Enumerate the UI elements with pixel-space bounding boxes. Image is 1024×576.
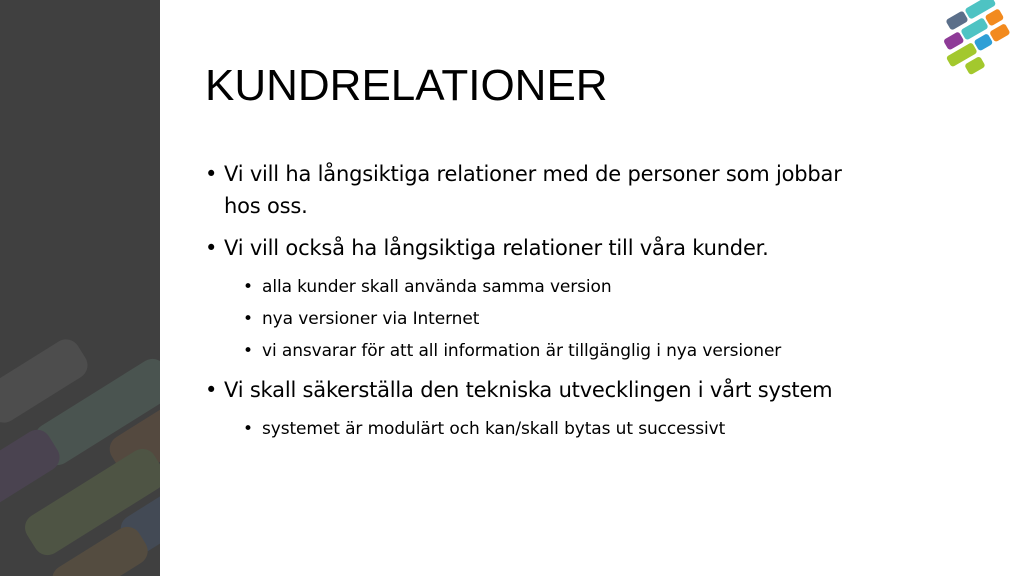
bullet-dot-icon: • xyxy=(205,378,218,402)
colored-tiles-logo-icon xyxy=(924,0,1024,100)
sub-bullet-item xyxy=(205,306,845,332)
sub-bullet-list xyxy=(205,274,845,364)
sub-bullet-group xyxy=(205,416,845,442)
bullet-text: Vi vill också ha långsiktiga relationer till våra kunder. xyxy=(224,236,769,260)
bullet-dot-icon: • xyxy=(205,236,218,260)
sub-bullet-item xyxy=(205,274,845,300)
bullet-dot-icon: • xyxy=(243,419,253,439)
bullet-item xyxy=(205,232,845,264)
bullet-item xyxy=(205,374,845,406)
sub-bullet-list xyxy=(205,416,845,442)
sub-bullet-text: systemet är modulärt och kan/skall bytas ut successivt xyxy=(262,419,726,439)
sub-bullet-text: alla kunder skall använda samma version xyxy=(262,277,612,297)
bullet-dot-icon: • xyxy=(205,162,218,186)
slide-title: KUNDRELATIONER xyxy=(205,61,608,110)
bullet-text: Vi vill ha långsiktiga relationer med de personer som jobbar hos oss. xyxy=(224,162,842,218)
bullet-text: Vi skall säkerställa den tekniska utvecklingen i vårt system xyxy=(224,378,833,402)
sub-bullet-item xyxy=(205,416,845,442)
sub-bullet-item xyxy=(205,338,845,364)
sub-bullet-text: vi ansvarar för att all information är tillgänglig i nya versioner xyxy=(262,341,782,361)
bullet-list xyxy=(205,158,845,442)
slide-content xyxy=(205,158,845,448)
sub-bullet-text: nya versioner via Internet xyxy=(262,309,480,329)
bullet-dot-icon: • xyxy=(243,309,253,329)
sub-bullet-group xyxy=(205,274,845,364)
bullet-dot-icon: • xyxy=(243,277,253,297)
bullet-dot-icon: • xyxy=(243,341,253,361)
bullet-item xyxy=(205,158,845,222)
decorative-side-panel xyxy=(0,0,160,576)
